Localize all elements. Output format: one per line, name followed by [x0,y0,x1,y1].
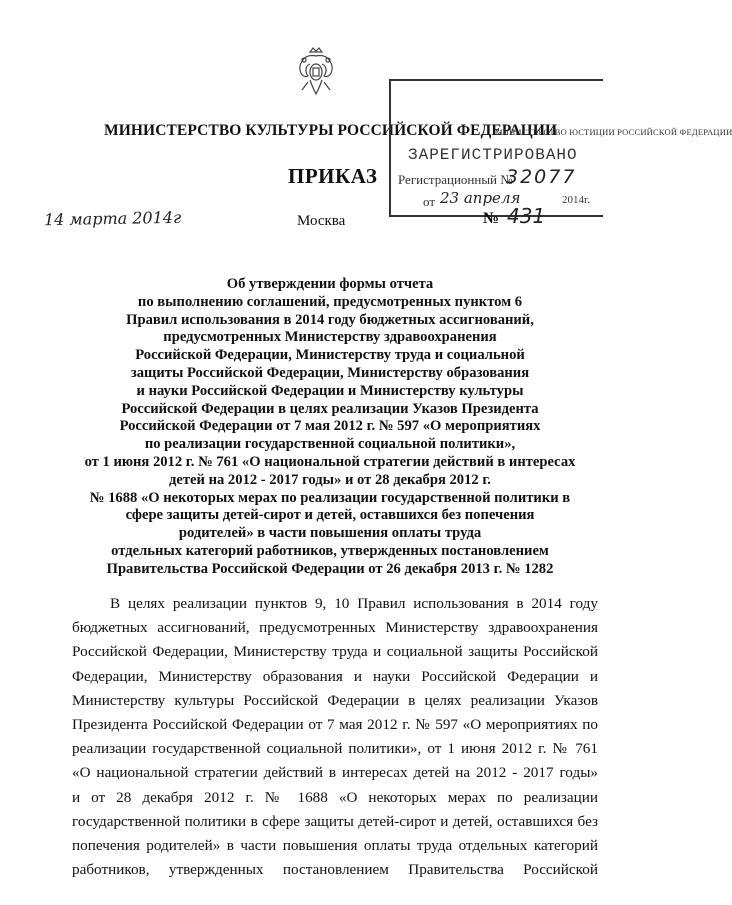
stamp-ministry-text: МИНИСТЕРСТВО ЮСТИЦИИ РОССИЙСКОЙ ФЕДЕРАЦИИ [495,127,732,137]
heading-line: защиты Российской Федерации, Министерству образования [130,364,530,381]
heading-line: Об утверждении формы отчета [226,276,434,292]
document-heading [60,276,600,579]
body-line: В целях реализации пунктов 9, 10 Правил использования в 2014 году [110,595,598,612]
heading-line: отдельных категорий работников, утвержденных постановлением [111,542,549,559]
heading-line: сфере защиты детей-сирот и детей, оставшихся без попечения [125,507,535,524]
heading-line: по реализации государственной социальной политики», [144,436,516,453]
heading-line: Российской Федерации, Министерству труда и социальной [135,347,525,364]
heading-line: Российской Федерации от 7 мая 2012 г. № 597 «О мероприятиях [119,418,541,435]
body-line: государственной политики в сфере защиты детей-сирот и детей, оставшихся без [72,812,598,830]
body-line: реализации государственной социальной политики», от 1 июня 2012 г. № 761 [72,740,598,758]
order-number-value: 431 [507,204,546,228]
body-line: работников, утвержденных постановлением Правительства Российской [72,861,598,879]
body-paragraph [72,592,598,882]
heading-line: № 1688 «О некоторых мерах по реализации государственной политики в [89,489,571,506]
heading-line: и науки Российской Федерации и Министерству культуры [136,382,524,399]
body-line: и от 28 декабря 2012 г. № 1688 «О некоторых мерах по реализации [72,788,598,806]
body-line: Президента Российской Федерации от 7 мая 2012 г. № 597 «О мероприятиях по [72,716,598,734]
stamp-registered-text: ЗАРЕГИСТРИРОВАНО [408,146,578,164]
heading-line: Правил использования в 2014 году бюджетных ассигнований, [126,311,534,328]
heading-line: от 1 июня 2012 г. № 761 «О национальной стратегии действий в интересах [84,453,576,470]
heading-line: Российской Федерации в целях реализации Указов Президента [121,400,539,417]
body-line: Министерству культуры Российской Федерации в целях реализации Указов [72,691,598,709]
body-line: Федерации, Министерству образования и науки Российской Федерации и [72,667,598,685]
heading-line: по выполнению соглашений, предусмотренных пунктом 6 [137,293,523,310]
order-number-label: № [483,210,500,227]
stamp-year: 2014г. [562,194,591,206]
body-line: бюджетных ассигнований, предусмотренных Министерству здравоохранения [72,619,598,637]
handwritten-date: 14 марта 2014г [43,207,182,230]
stamp-date-value: 23 апреля [440,189,521,207]
stamp-reg-number-label: Регистрационный № [398,172,513,187]
heading-line: родителей» в части повышения оплаты труда [178,525,482,542]
stamp-from-label: от [423,194,436,209]
stamp-reg-number-value: 32077 [506,166,577,188]
heading-line: детей на 2012 - 2017 годы» и от 28 декабря 2012 г. [169,471,491,488]
document-type-title: ПРИКАЗ [288,164,378,188]
body-line: «О национальной стратегии действий в интересах детей на 2012 - 2017 годы» [72,764,598,782]
heading-line: Правительства Российской Федерации от 26 декабря 2013 г. № 1282 [106,560,554,577]
body-line: Российской Федерации, Министерству труда и социальной защиты Российской [72,643,598,661]
coat-of-arms-emblem [296,46,336,98]
ministry-name: МИНИСТЕРСТВО КУЛЬТУРЫ РОССИЙСКОЙ ФЕДЕРАЦИИ [104,122,558,139]
city-name: Москва [297,213,346,229]
body-line: попечения родителей» в части повышения оплаты труда отдельных категорий [72,837,598,855]
heading-line: предусмотренных Министерству здравоохранения [163,329,497,346]
